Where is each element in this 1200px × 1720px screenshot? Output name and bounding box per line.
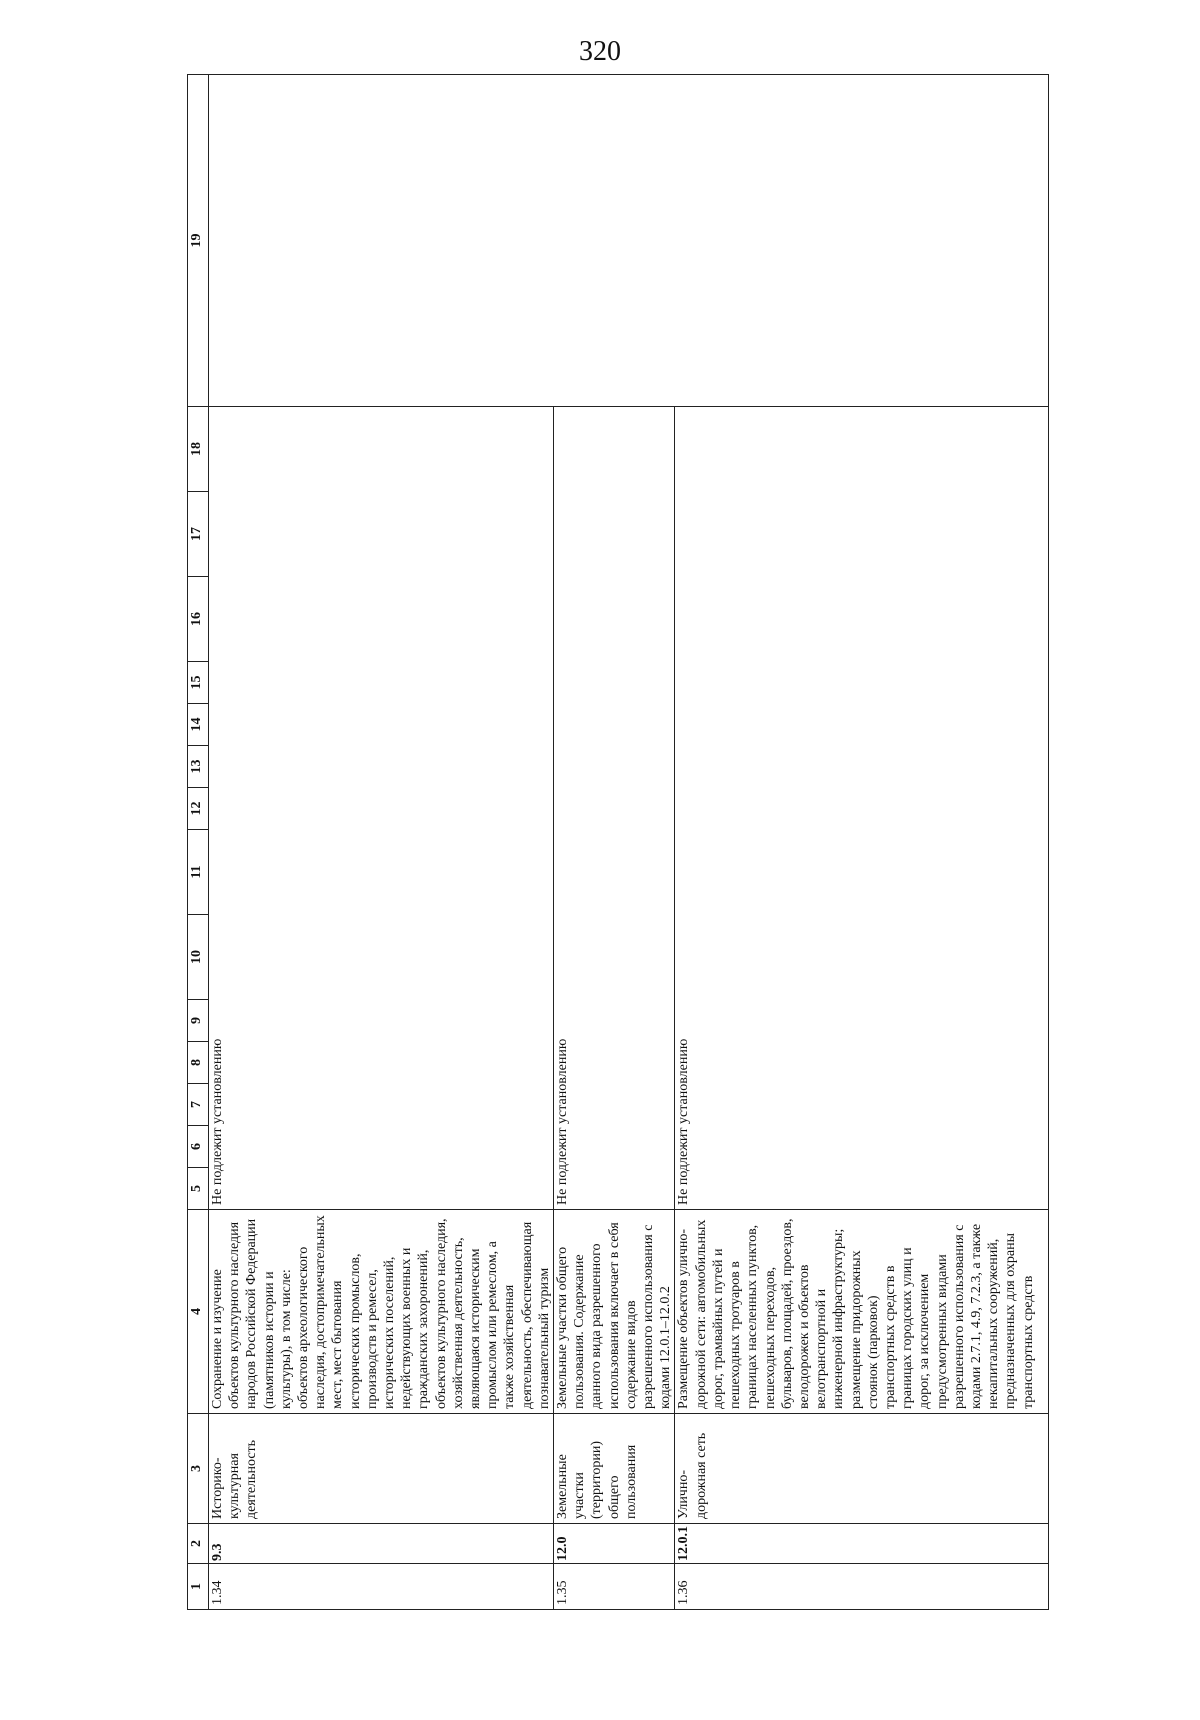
row-name: Улично-дорожная сеть [675,1414,1049,1524]
row-description: Размещение объектов улично-дорожной сети: автомобильных дорог, трамвайных путей и пешеходных тротуаров в границах населенных пунктов, пешеходных переходов, бульваров, площадей, проездов, велодорожек и объектов велотранспортной и инженерной инфраструктуры; размещение придорожных стоянок (парковок) транспортных средств в границах городских улиц и дорог, за исключением предусмотренных видами разрешенного использования с кодами 2.7.1, 4.9, 7.2.3, а также некапитальных сооружений, предназначенных для охраны транспортных средств [675,1210,1049,1414]
column-header: 17 [188,492,209,577]
row-number: 1.34 [209,1564,554,1610]
row-code: 9.3 [209,1524,554,1564]
column-header: 4 [188,1210,209,1414]
table-row [209,75,554,1610]
column-header: 11 [188,830,209,915]
column-header: 18 [188,407,209,492]
page-number: 320 [579,36,621,67]
column-header: 8 [188,1042,209,1084]
row-code: 12.0.1 [675,1524,1049,1564]
row-note: Не подлежит установлению [209,407,554,1210]
row-note: Не подлежит установлению [675,407,1049,1210]
column-header: 16 [188,577,209,662]
header-row [188,75,209,1610]
rotated-page [187,110,1036,1610]
column-header: 19 [188,75,209,407]
column-header: 6 [188,1126,209,1168]
row-description: Сохранение и изучение объектов культурного наследия народов Российской Федерации (памятников истории и культуры), в том числе: объектов археологического наследия, достопримечательных мест, мест бытования исторических промыслов, производств и ремесел, исторических поселений, недействующих военных и гражданских захоронений, объектов культурного наследия, хозяйственная деятельность, являющаяся историческим промыслом или ремеслом, а также хозяйственная деятельность, обеспечивающая познавательный туризм [209,1210,554,1414]
row-code: 12.0 [554,1524,675,1564]
column-header: 1 [188,1564,209,1610]
column-header: 12 [188,788,209,830]
row-name: Земельные участки (территории) общего пользования [554,1414,675,1524]
column-header: 9 [188,1000,209,1042]
column-19-cell [209,75,1049,407]
row-number: 1.36 [675,1564,1049,1610]
row-description: Земельные участки общего пользования. Содержание данного вида разрешенного использования включает в себя содержание видов разрешенного использования с кодами 12.0.1–12.0.2 [554,1210,675,1414]
column-header: 14 [188,704,209,746]
column-header: 3 [188,1414,209,1524]
row-name: Историко-культурная деятельность [209,1414,554,1524]
row-number: 1.35 [554,1564,675,1610]
regulations-table [187,74,1049,1610]
column-header: 10 [188,915,209,1000]
column-header: 5 [188,1168,209,1210]
column-header: 13 [188,746,209,788]
column-header: 7 [188,1084,209,1126]
row-note: Не подлежит установлению [554,407,675,1210]
column-header: 2 [188,1524,209,1564]
column-header: 15 [188,662,209,704]
